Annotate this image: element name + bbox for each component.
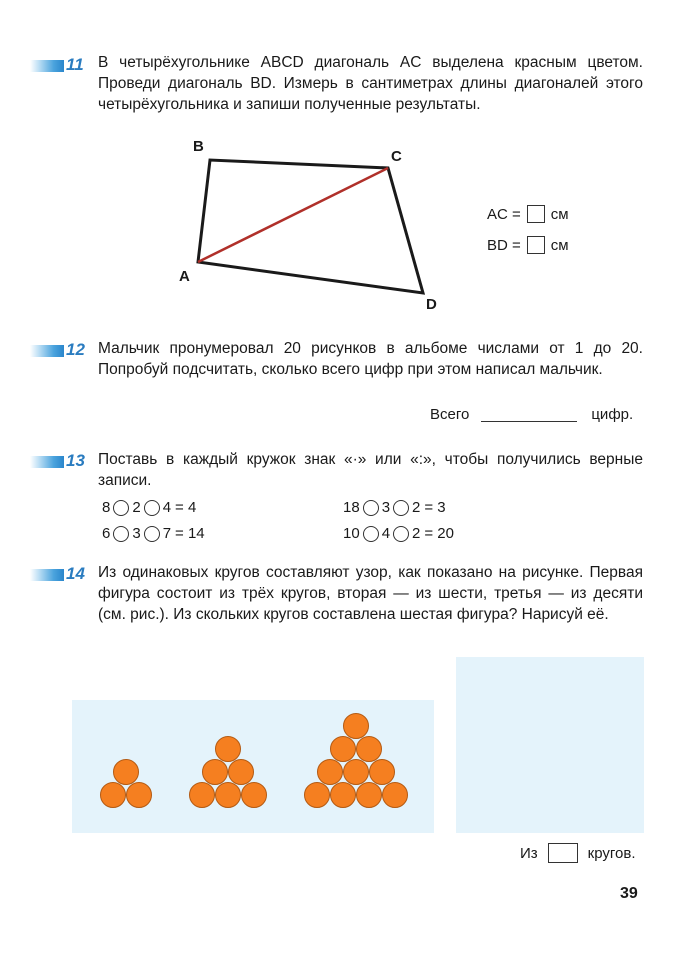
operand: 6 — [102, 525, 111, 542]
circles-answer-box[interactable] — [548, 843, 578, 863]
task-number: 14 — [66, 564, 85, 583]
pattern-circle — [113, 759, 139, 785]
task-number: 12 — [66, 340, 85, 359]
drawing-area[interactable] — [456, 657, 644, 833]
pattern-circle — [126, 782, 152, 808]
sign-circle[interactable] — [363, 526, 379, 542]
sign-circle[interactable] — [393, 526, 409, 542]
task-text: Поставь в каждый кружок знак «·» или «:», чтобы получились верные записи. — [98, 451, 643, 489]
quadrilateral-outline — [198, 160, 423, 293]
answer-suffix: кругов. — [587, 844, 636, 862]
ac-label: AC = — [487, 205, 521, 223]
sign-circle[interactable] — [393, 500, 409, 516]
vertex-c-label: C — [391, 148, 402, 165]
operand: 3 — [132, 525, 141, 542]
sign-circle[interactable] — [113, 500, 129, 516]
pattern-circle — [356, 736, 382, 762]
sign-circle[interactable] — [113, 526, 129, 542]
task-marker — [30, 456, 64, 468]
task-text: Мальчик пронумеровал 20 рисунков в альбоме числами от 1 до 20. Попробуй подсчитать, сколько всего цифр при этом написал мальчик. — [98, 340, 643, 378]
operand: 2 — [412, 525, 421, 542]
answer-suffix: цифр. — [591, 406, 634, 423]
digits-answer-line — [430, 406, 633, 423]
operand: 4 — [381, 525, 391, 542]
vertex-a-label: A — [179, 268, 190, 285]
pattern-circle — [330, 782, 356, 808]
operand: 10 — [343, 525, 360, 542]
digits-answer-blank[interactable] — [481, 407, 577, 422]
pattern-circle — [241, 782, 267, 808]
result: = 3 — [424, 499, 446, 516]
result: = 4 — [175, 499, 197, 516]
result: = 20 — [424, 525, 454, 542]
result: = 14 — [175, 525, 205, 542]
pattern-circle — [382, 782, 408, 808]
circles-answer-line — [520, 843, 636, 863]
pattern-circle — [304, 782, 330, 808]
task-marker — [30, 569, 64, 581]
vertex-d-label: D — [426, 296, 437, 313]
expression-3 — [343, 499, 446, 516]
quadrilateral-figure — [0, 0, 700, 320]
bd-unit: см — [550, 236, 569, 254]
sign-circle[interactable] — [144, 500, 160, 516]
pattern-circle — [369, 759, 395, 785]
ac-answer-line — [487, 205, 569, 223]
sign-circle[interactable] — [363, 500, 379, 516]
task-marker — [30, 345, 64, 357]
task-text: В четырёхугольнике ABCD диагональ AC выделена красным цветом. Проведи диагональ BD. Измерь в сантиметрах длины диагоналей этого четырёхугольника и запиши полученные результаты. — [98, 54, 643, 113]
operand: 8 — [102, 499, 111, 516]
bd-answer-line — [487, 236, 569, 254]
vertex-b-label: B — [193, 138, 204, 155]
operand: 7 — [162, 525, 172, 542]
operand: 2 — [132, 499, 141, 516]
bd-answer-box[interactable] — [527, 236, 545, 254]
ac-answer-box[interactable] — [527, 205, 545, 223]
pattern-circle — [100, 782, 126, 808]
page-number: 39 — [620, 885, 638, 902]
expression-2 — [102, 525, 205, 542]
operand: 4 — [162, 499, 172, 516]
pattern-circle — [215, 782, 241, 808]
pattern-circle — [356, 782, 382, 808]
answer-prefix: Всего — [430, 406, 470, 423]
pattern-circle — [202, 759, 228, 785]
sign-circle[interactable] — [144, 526, 160, 542]
expression-4 — [343, 525, 454, 542]
pattern-circle — [330, 736, 356, 762]
task-number: 11 — [66, 55, 84, 74]
pattern-circle — [228, 759, 254, 785]
expression-1 — [102, 499, 196, 516]
pattern-circle — [215, 736, 241, 762]
bd-label: BD = — [487, 236, 521, 254]
pattern-circle — [189, 782, 215, 808]
operand: 18 — [343, 499, 360, 516]
diagonal-ac — [198, 168, 388, 262]
pattern-circle — [343, 713, 369, 739]
task-number: 13 — [66, 451, 85, 470]
ac-unit: см — [550, 205, 569, 223]
operand: 3 — [381, 499, 391, 516]
answer-prefix: Из — [520, 844, 538, 862]
pattern-circle — [317, 759, 343, 785]
task-text: Из одинаковых кругов составляют узор, как показано на рисунке. Первая фигура состоит из трёх кругов, вторая — из шести, третья — из десяти (см. рис.). Из скольких кругов составлена шестая фигура? Нарисуй её. — [98, 564, 643, 623]
pattern-circle — [343, 759, 369, 785]
operand: 2 — [412, 499, 421, 516]
